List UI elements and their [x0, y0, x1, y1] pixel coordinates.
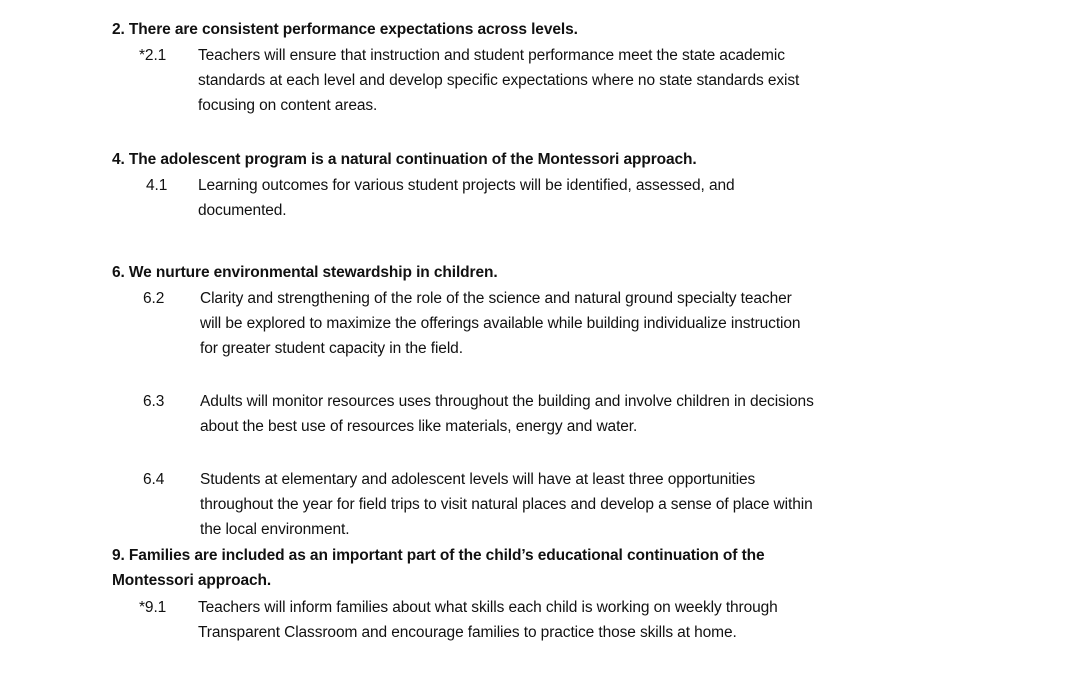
item-text — [200, 389, 814, 439]
section-heading-4: 4. The adolescent program is a natural continuation of the Montessori approach. — [112, 151, 697, 168]
section-heading-2: 2. There are consistent performance expectations across levels. — [112, 21, 578, 38]
item-text-line: for greater student capacity in the field. — [200, 340, 463, 357]
list-item-9-1 — [0, 595, 1080, 645]
item-text-line: Teachers will ensure that instruction and student performance meet the state academic — [198, 47, 785, 64]
item-text-line: Clarity and strengthening of the role of the science and natural ground specialty teacher — [200, 290, 792, 307]
item-text-line: about the best use of resources like materials, energy and water. — [200, 418, 638, 435]
section-heading-line: 9. Families are included as an important part of the child’s educational continuation of the — [112, 547, 765, 564]
item-text — [198, 595, 778, 645]
cut-off-text-fragment — [140, 670, 980, 675]
item-text — [198, 173, 735, 223]
item-text-line: Adults will monitor resources uses throughout the building and involve children in decisions — [200, 393, 814, 410]
section-heading-9 — [112, 543, 765, 593]
item-number: 4.1 — [146, 177, 168, 194]
item-number: 6.2 — [143, 290, 165, 307]
item-text-line: the local environment. — [200, 521, 350, 538]
section-heading-line: Montessori approach. — [112, 572, 272, 589]
item-text-line: Learning outcomes for various student projects will be identified, assessed, and — [198, 177, 735, 194]
item-text-line: throughout the year for field trips to visit natural places and develop a sense of place within — [200, 496, 813, 513]
item-text-line: Transparent Classroom and encourage families to practice those skills at home. — [198, 624, 737, 641]
item-text — [200, 467, 813, 542]
item-text-line: focusing on content areas. — [198, 97, 378, 114]
list-item-6-2 — [0, 286, 1080, 362]
item-text-line: documented. — [198, 202, 287, 219]
item-number: *9.1 — [139, 599, 167, 616]
list-item-6-4 — [0, 467, 1080, 543]
item-number: 6.4 — [143, 471, 165, 488]
list-item-6-3 — [0, 389, 1080, 439]
item-text-line: standards at each level and develop specific expectations where no state standards exist — [198, 72, 800, 89]
list-item-4-1 — [0, 173, 1080, 223]
item-text — [200, 286, 800, 361]
item-number: *2.1 — [139, 47, 167, 64]
item-text — [198, 43, 799, 118]
section-heading-6: 6. We nurture environmental stewardship in children. — [112, 264, 498, 281]
item-text-line: will be explored to maximize the offerings available while building individualize instruction — [200, 315, 801, 332]
list-item-2-1 — [0, 43, 1080, 119]
item-number: 6.3 — [143, 393, 165, 410]
item-text-line: Students at elementary and adolescent levels will have at least three opportunities — [200, 471, 756, 488]
item-text-line: Teachers will inform families about what skills each child is working on weekly through — [198, 599, 778, 616]
